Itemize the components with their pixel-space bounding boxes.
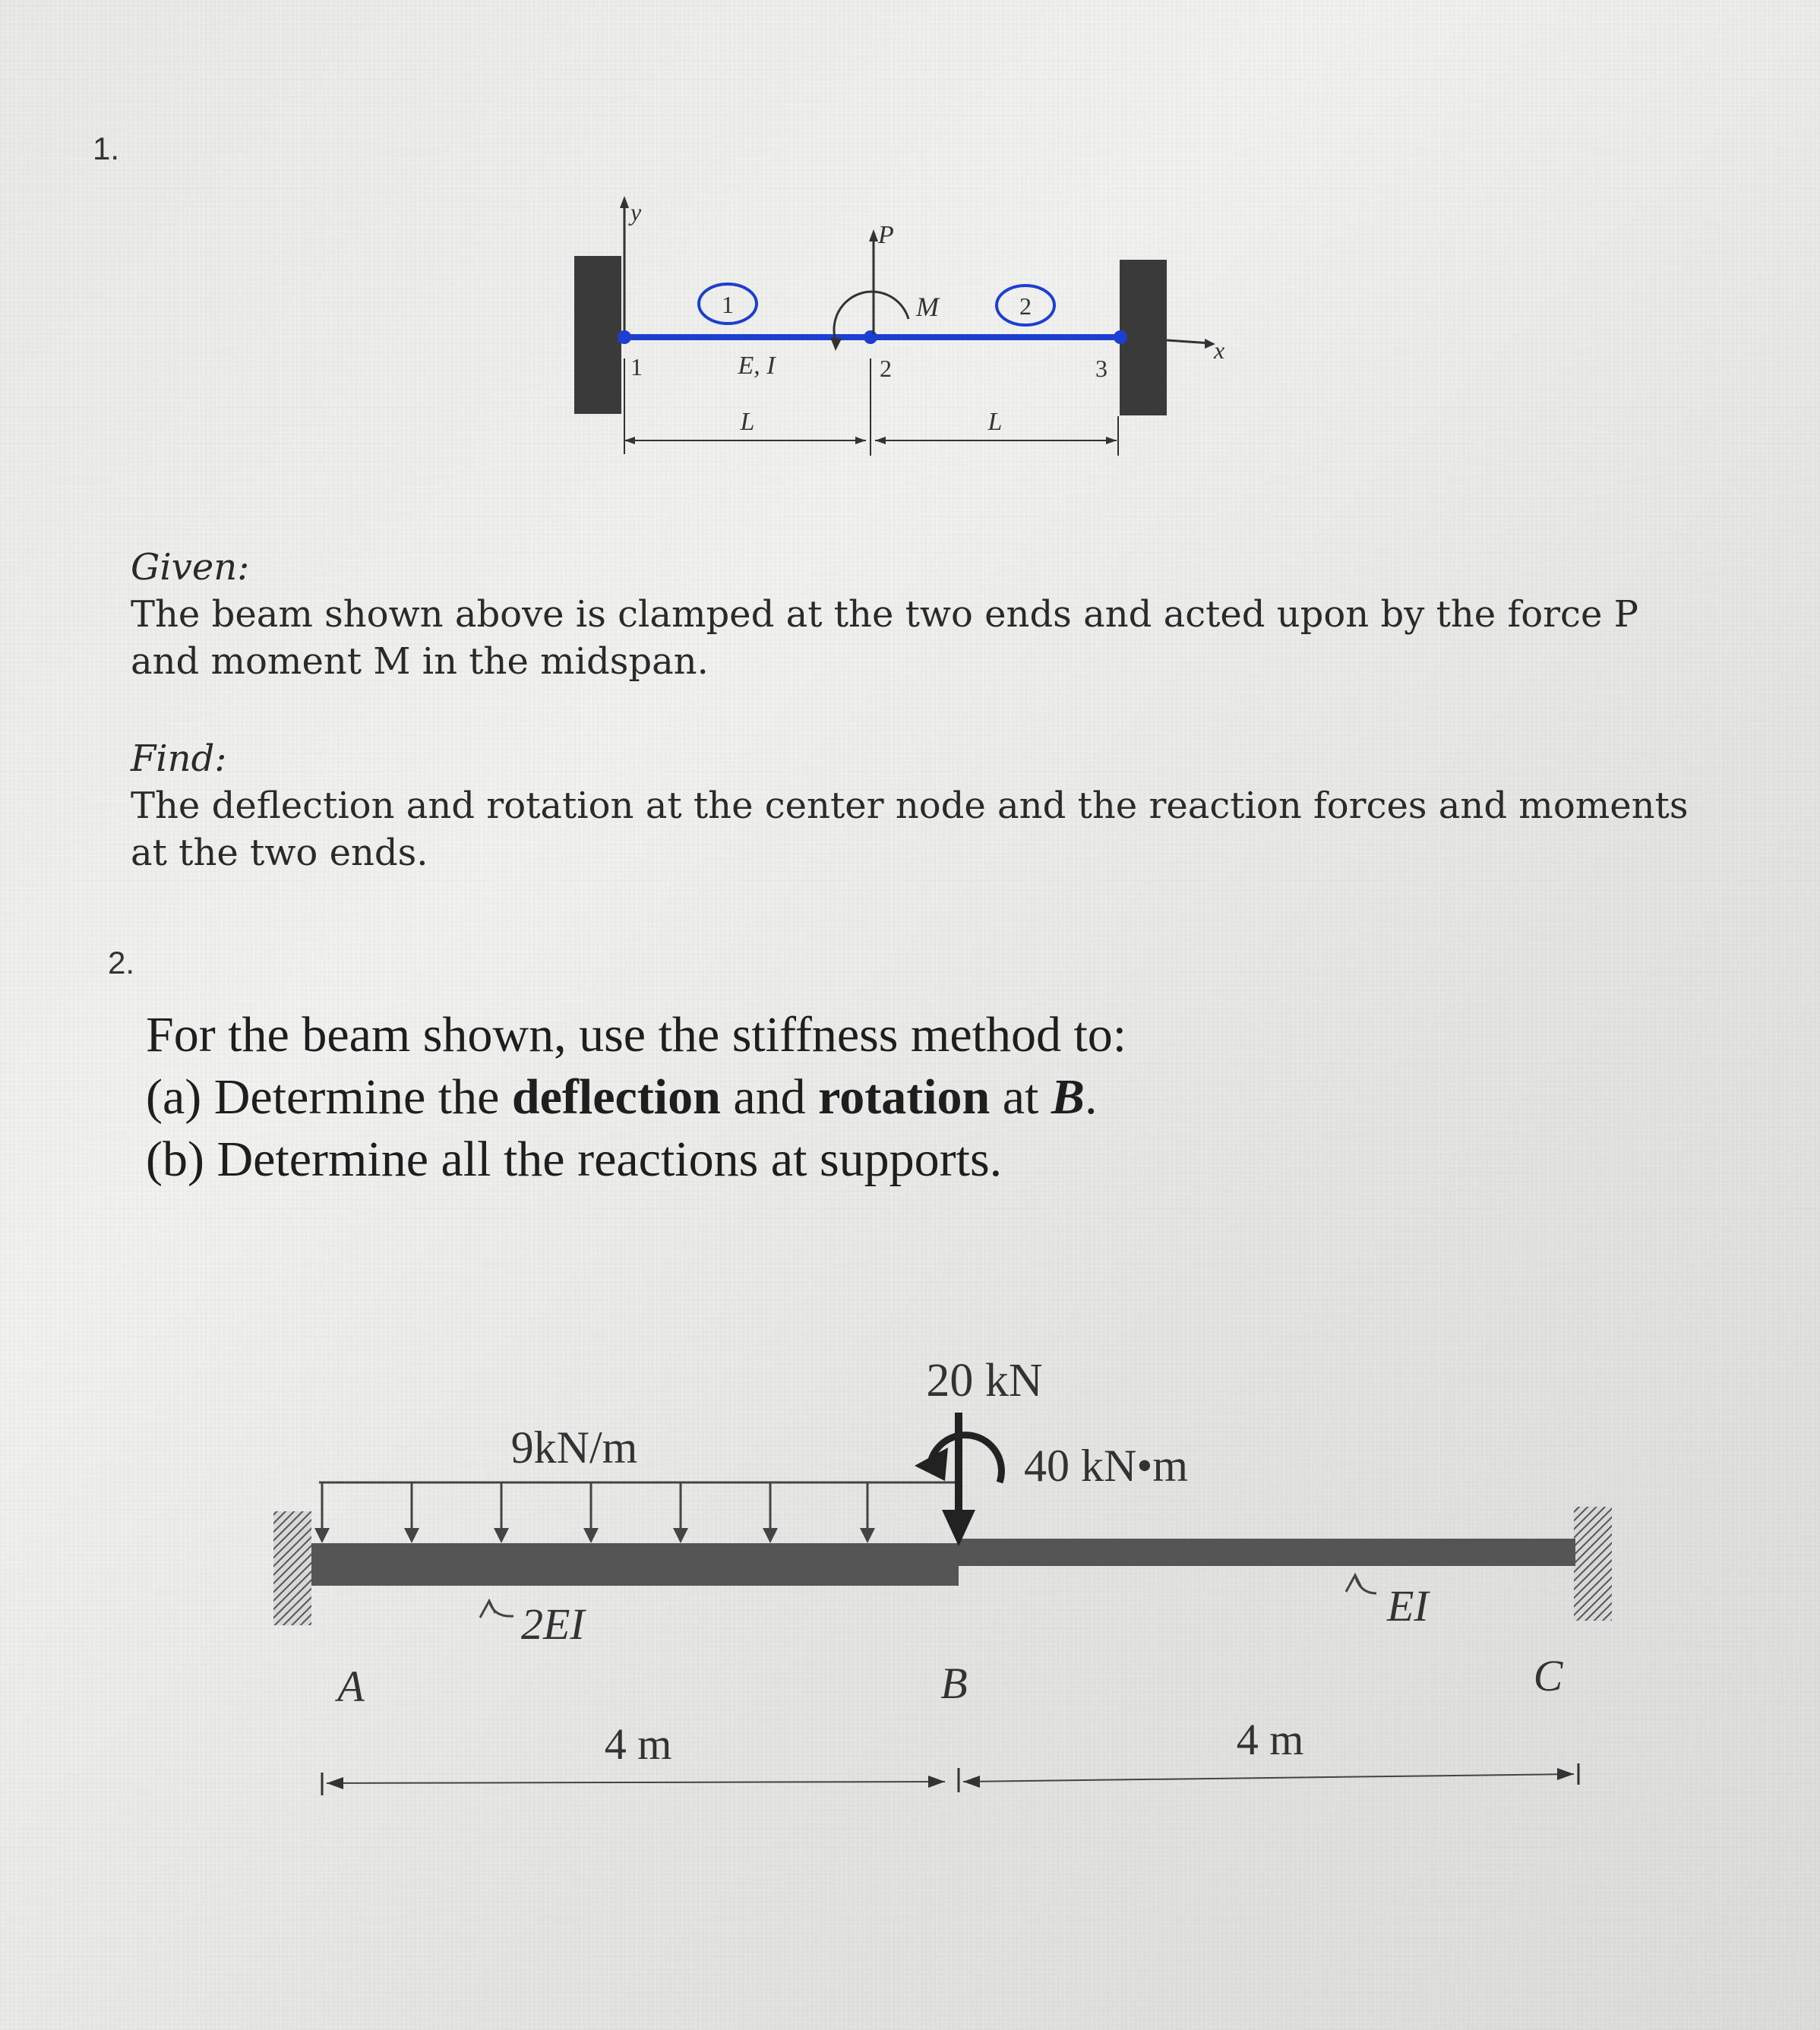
part-a-and: and: [720, 1069, 819, 1125]
udl-arrow: [314, 1482, 330, 1543]
element-1-label: 1: [722, 291, 734, 318]
point-load-label: 20 kN: [926, 1355, 1043, 1406]
dim-ab-arrow-right: [928, 1776, 945, 1788]
part-a-point: B: [1051, 1069, 1085, 1125]
udl-arrows: [314, 1482, 875, 1543]
part-a-at: at: [990, 1069, 1051, 1125]
span-bc-label: 4 m: [1236, 1715, 1304, 1764]
x-axis-label: x: [1214, 336, 1225, 364]
part-a-prefix: (a) Determine the: [146, 1069, 512, 1125]
given-text: The beam shown above is clamped at the two ends and acted upon by the force P and moment M in the midspan.: [131, 593, 1638, 683]
dim-line-bc: [963, 1774, 1574, 1782]
element-2-label: 2: [1019, 292, 1032, 320]
moment-label: 40 kN•m: [1024, 1441, 1189, 1491]
span-ab-label: 4 m: [604, 1719, 672, 1769]
part-a-period: .: [1084, 1069, 1098, 1125]
udl-arrow: [763, 1482, 778, 1543]
stiffness-bc-label: EI: [1387, 1581, 1429, 1631]
given-heading: Given:: [131, 546, 250, 589]
support-c-label: C: [1533, 1651, 1563, 1700]
udl-label: 9kN/m: [510, 1422, 638, 1473]
point-b-label: B: [940, 1659, 968, 1708]
problem-1-number: 1.: [93, 131, 120, 166]
dim-bc-arrow-left: [963, 1776, 980, 1788]
dim-ab-arrow-left: [327, 1777, 343, 1789]
node-3-label: 3: [1095, 355, 1107, 382]
part-b-line: (b) Determine all the reactions at supports.: [146, 1132, 1003, 1187]
udl-arrow: [583, 1482, 599, 1543]
y-axis-label: y: [630, 198, 642, 226]
udl-arrow: [494, 1482, 509, 1543]
support-c-hatch: [1574, 1507, 1612, 1621]
find-heading: Find:: [131, 737, 227, 780]
beam-segment-ab: [311, 1543, 959, 1586]
find-text: The deflection and rotation at the center node and the reaction forces and moments at the two ends.: [131, 785, 1689, 874]
node-1-label: 1: [630, 353, 643, 380]
part-a-rotation: rotation: [818, 1069, 991, 1125]
beam-segment-bc: [957, 1539, 1575, 1566]
properties-label: E, I: [738, 352, 776, 380]
udl-arrow: [860, 1482, 875, 1543]
support-a-hatch: [273, 1511, 311, 1625]
part-a-deflection: deflection: [511, 1069, 721, 1125]
moment-m-label: M: [916, 292, 939, 322]
support-a-label: A: [337, 1662, 365, 1711]
problem-2-number: 2.: [108, 945, 135, 980]
udl-arrow: [673, 1482, 688, 1543]
node-2-label: 2: [880, 355, 892, 382]
udl-arrow: [404, 1482, 419, 1543]
force-p-label: P: [878, 221, 894, 249]
length-1-label: L: [740, 408, 755, 436]
intro-line: For the beam shown, use the stiffness method to:: [146, 1007, 1127, 1062]
dim-line-ab: [327, 1782, 945, 1783]
dim-bc-arrow-right: [1557, 1768, 1574, 1780]
length-2-label: L: [987, 408, 1003, 436]
stiffness-ab-label: 2EI: [521, 1599, 585, 1649]
